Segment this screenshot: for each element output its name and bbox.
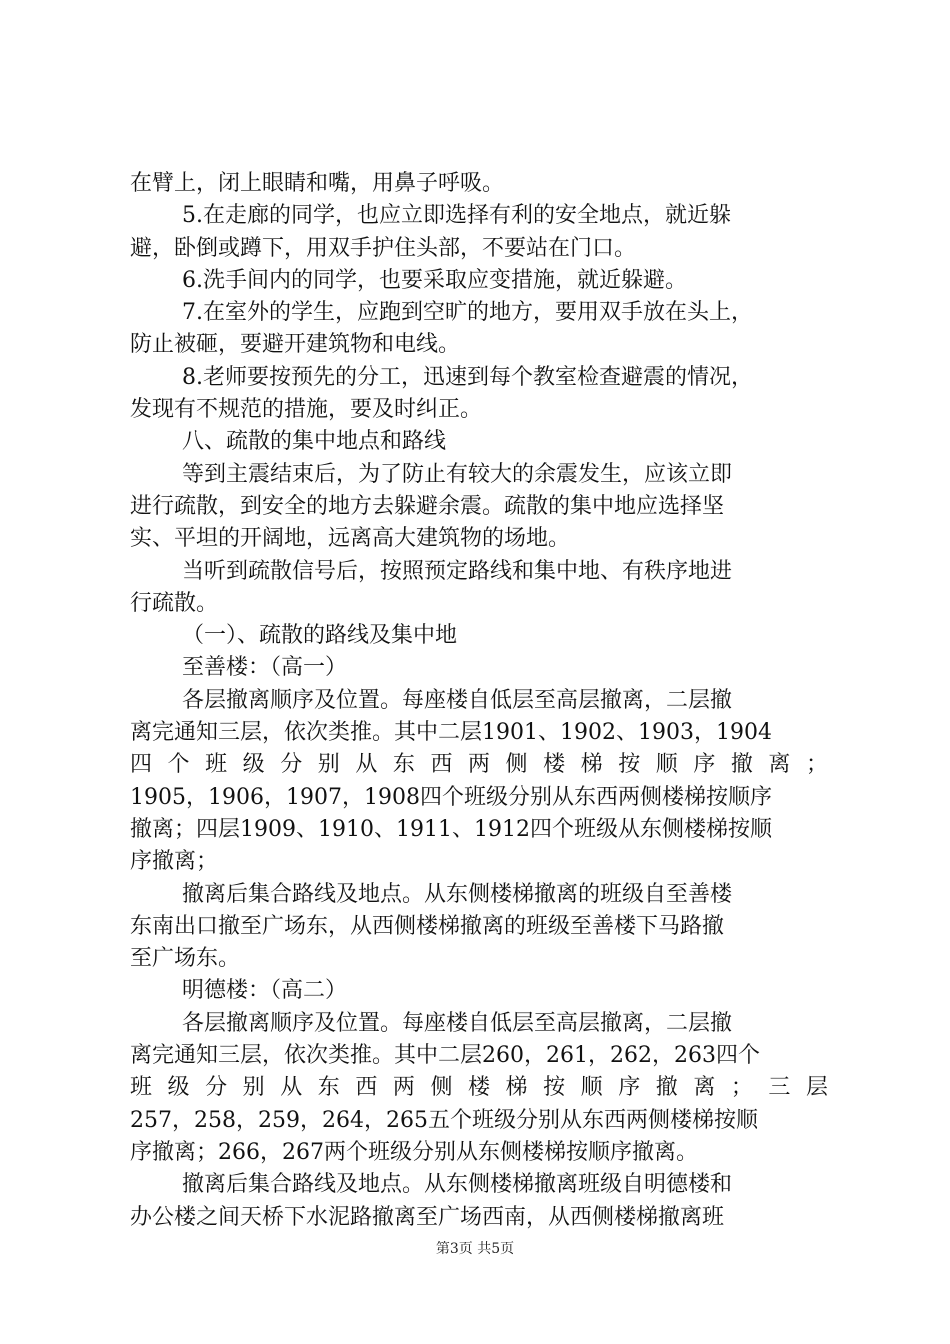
text-line: 离完通知三层，依次类推。其中二层260，261，262，263四个 xyxy=(130,1043,760,1069)
text-line: 序撤离；266，267两个班级分别从东侧楼梯按顺序撤离。 xyxy=(130,1139,698,1165)
text-line: 各层撤离顺序及位置。每座楼自低层至高层撤离，二层撤 xyxy=(182,1010,733,1036)
text-line: 东南出口撤至广场东，从西侧楼梯撤离的班级至善楼下马路撤 xyxy=(130,913,725,939)
text-line: 撤离后集合路线及地点。从东侧楼梯撤离班级自明德楼和 xyxy=(182,1172,733,1198)
text-line: 各层撤离顺序及位置。每座楼自低层至高层撤离，二层撤 xyxy=(182,687,733,713)
text-line: 办公楼之间天桥下水泥路撤离至广场西南，从西侧楼梯撤离班 xyxy=(130,1204,725,1230)
building-heading: 至善楼：（高一） xyxy=(182,655,348,681)
section-heading: 八、疏散的集中地点和路线 xyxy=(182,429,447,455)
text-line: 当听到疏散信号后，按照预定路线和集中地、有秩序地进 xyxy=(182,558,733,584)
building-heading: 明德楼：（高二） xyxy=(182,978,348,1004)
text-line: 5.在走廊的同学，也应立即选择有利的安全地点，就近躲 xyxy=(182,203,731,229)
text-line: 四个班级分别从东西两侧楼梯按顺序撤离； xyxy=(130,752,828,778)
text-line: 避，卧倒或蹲下，用双手护住头部，不要站在门口。 xyxy=(130,235,637,261)
text-line: 在臂上，闭上眼睛和嘴，用鼻子呼吸。 xyxy=(130,171,505,196)
text-line: 至广场东。 xyxy=(130,946,241,972)
page-footer: 第3页 共5页 xyxy=(435,1241,515,1257)
text-line: 离完通知三层，依次类推。其中二层1901、1902、1903，1904 xyxy=(130,720,772,746)
text-line: 发现有不规范的措施，要及时纠正。 xyxy=(130,397,483,423)
text-line: 6.洗手间内的同学，也要采取应变措施，就近躲避。 xyxy=(182,267,687,293)
text-line: 行疏散。 xyxy=(130,590,219,616)
text-line: 8.老师要按预先的分工，迅速到每个教室检查避震的情况， xyxy=(182,364,753,390)
document-body xyxy=(130,168,828,1234)
text-line: 实、平坦的开阔地，远离高大建筑物的场地。 xyxy=(130,526,571,552)
text-line: 防止被砸，要避开建筑物和电线。 xyxy=(130,332,461,358)
text-line: 进行疏散，到安全的地方去躲避余震。疏散的集中地应选择坚 xyxy=(130,493,725,519)
text-line: 等到主震结束后，为了防止有较大的余震发生，应该立即 xyxy=(182,461,733,487)
text-line: 257，258，259，264，265五个班级分别从东西两侧楼梯按顺 xyxy=(130,1107,758,1133)
text-line: 撤离后集合路线及地点。从东侧楼梯撤离的班级自至善楼 xyxy=(182,881,733,907)
text-line: 1905，1906，1907，1908四个班级分别从东西两侧楼梯按顺序 xyxy=(130,784,772,810)
text-line: 班级分别从东西两侧楼梯按顺序撤离；三层 xyxy=(130,1075,828,1101)
text-line: 7.在室外的学生，应跑到空旷的地方，要用双手放在头上， xyxy=(182,300,753,326)
subsection-heading: （一）、疏散的路线及集中地 xyxy=(182,623,458,649)
text-line: 序撤离； xyxy=(130,849,219,875)
text-line: 撤离；四层1909、1910、1911、1912四个班级从东侧楼梯按顺 xyxy=(130,816,772,842)
